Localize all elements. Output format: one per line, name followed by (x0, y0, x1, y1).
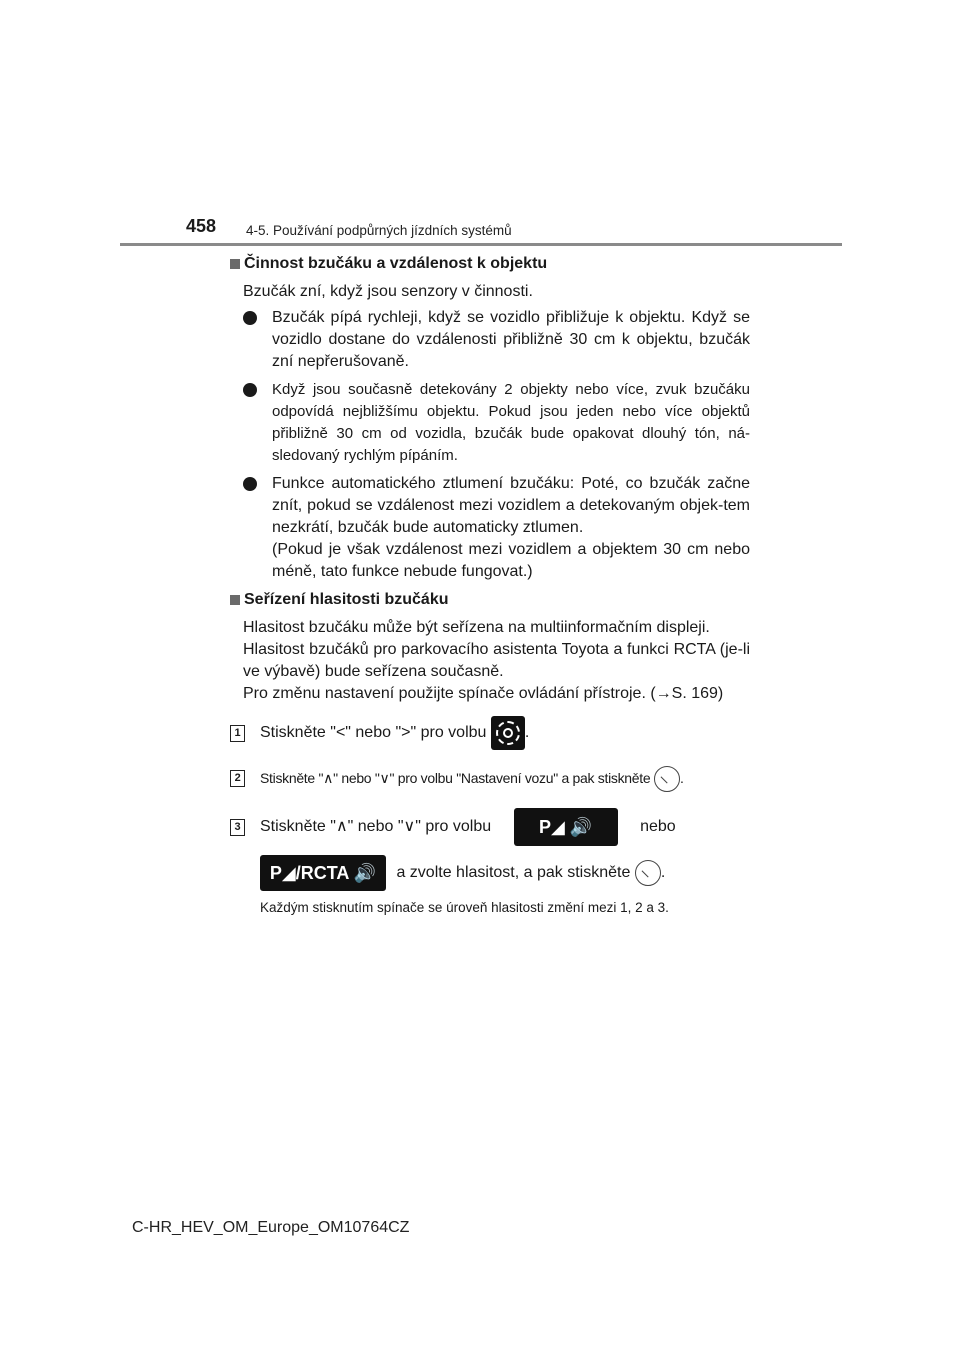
bullet-item: Funkce automatického ztlumení bzučáku: Poté, co bzučák začne znít, pokud se vzdálenost mezi vozidlem a detekovaným objek-tem nezkrátí, bzučák bude automaticky ztlumen. (Pokud je však vzdálenost mezi vozidlem a objektem 30 cm nebo méně, tato funkce nebude fungovat.) (243, 473, 750, 583)
footer-code: C-HR_HEV_OM_Europe_OM10764CZ (132, 1219, 410, 1236)
step-note: Každým stisknutím spínače se úroveň hlasitosti změní mezi 1, 2 a 3. (260, 900, 669, 915)
parking-sound-icon: P◢ 🔊 (514, 808, 618, 846)
volume-text-2: Hlasitost bzučáků pro parkovacího asistenta Toyota a funkci RCTA (je-li ve výbavě) bude seřízena současně. (243, 641, 750, 680)
intro-text: Bzučák zní, když jsou senzory v činnosti. (243, 283, 533, 300)
heading-buzzer-volume: Seřízení hlasitosti bzučáku (230, 589, 750, 611)
section-title: 4-5. Používání podpůrných jízdních systémů (246, 223, 512, 238)
volume-text-3: Pro změnu nastavení použijte spínače ovládání přístroje. (→S. 169) (243, 685, 724, 702)
heading-buzzer-distance: Činnost bzučáku a vzdálenost k objektu (230, 253, 750, 275)
step-2: 2 Stiskněte "∧" nebo "∨" pro volbu "Nastavení vozu" a pak stiskněte . (230, 763, 750, 793)
step-1: 1 Stiskněte "<" nebo ">" pro volbu . (230, 713, 750, 753)
square-bullet-icon (230, 259, 240, 269)
settings-gear-icon (491, 716, 525, 750)
bullet-note: (Pokud je však vzdálenost mezi vozidlem a objektem 30 cm nebo méně, tato funkce nebude fungovat.) (272, 541, 750, 580)
enter-button-icon (635, 860, 661, 886)
step-number: 3 (230, 819, 245, 836)
step-3-continued: P◢/RCTA 🔊 a zvolte hlasitost, a pak stiskněte . (230, 853, 750, 893)
bullet-item: Bzučák pípá rychleji, když se vozidlo přibližuje k objektu. Když se vozidlo dostane do vzdálenosti přibližně 30 cm k objektu, bzučák zní nepřerušovaně. (243, 307, 750, 373)
enter-button-icon (654, 766, 680, 792)
step-number: 2 (230, 770, 245, 787)
round-bullet-icon (243, 477, 257, 491)
header-divider (120, 243, 842, 246)
square-bullet-icon (230, 595, 240, 605)
parking-rcta-sound-icon: P◢/RCTA 🔊 (260, 855, 386, 891)
round-bullet-icon (243, 383, 257, 397)
round-bullet-icon (243, 311, 257, 325)
step-3: 3 Stiskněte "∧" nebo "∨" pro volbu P◢ 🔊 nebo (230, 807, 750, 847)
step-number: 1 (230, 725, 245, 742)
page-number: 458 (186, 216, 217, 236)
bullet-item: Když jsou současně detekovány 2 objekty nebo více, zvuk bzučáku odpovídá nejbližšímu objektu. Pokud jsou jeden nebo více objektů přibližně 30 cm od vozidla, bzučák bude opakovat dlouhý tón, ná-sledovaný rychlým pípáním. (243, 379, 750, 467)
volume-text-1: Hlasitost bzučáku může být seřízena na multiinformačním displeji. (243, 619, 710, 636)
main-content (230, 253, 750, 919)
